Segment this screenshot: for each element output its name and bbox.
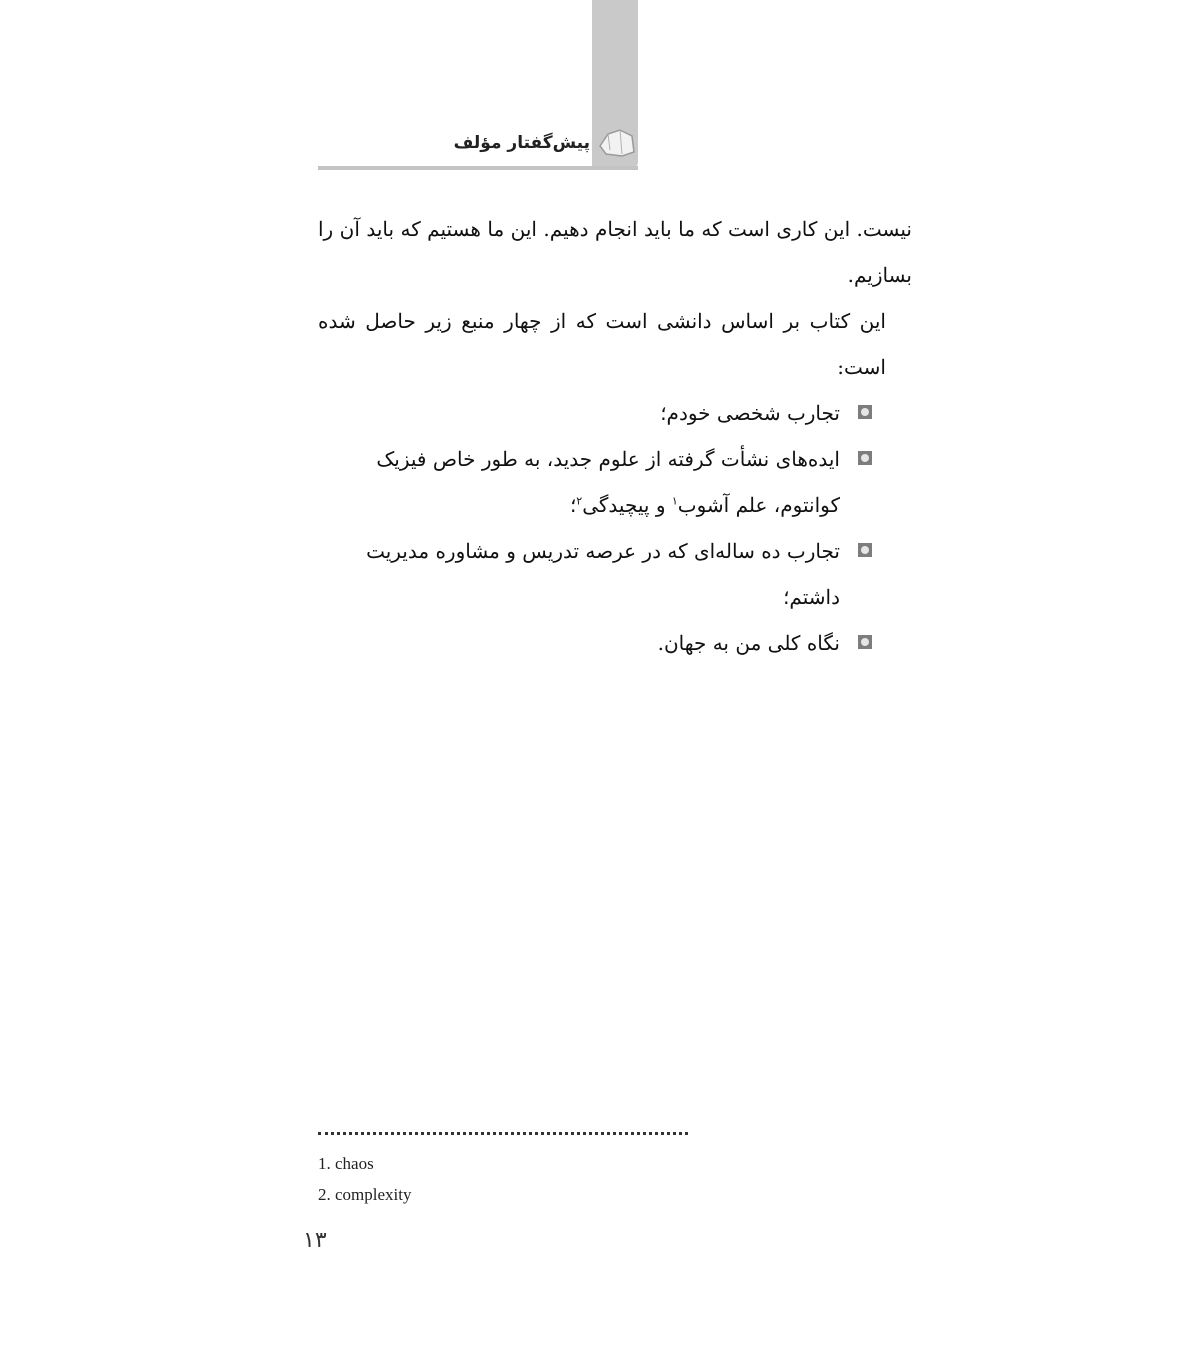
square-bullet-icon — [858, 635, 872, 649]
running-header-title: پیش‌گفتار مؤلف — [453, 133, 590, 153]
footnote: 1. chaos — [318, 1154, 374, 1173]
footnote-ref: ۱ — [671, 494, 678, 508]
main-text — [318, 206, 912, 666]
open-book-icon — [596, 124, 638, 162]
paragraph: این کتاب بر اساس دانشی است که از چهار منبع زیر حاصل شده است: — [318, 309, 886, 379]
list-item-text: نگاه کلی من به جهان. — [657, 631, 840, 655]
paragraph: نیست. این کاری است که ما باید انجام دهیم. این ما هستیم که باید آن را بسازیم. — [318, 217, 912, 287]
list-item-text: تجارب شخصی خودم؛ — [660, 401, 840, 425]
square-bullet-icon — [858, 405, 872, 419]
source-list — [318, 390, 912, 666]
header-rule — [318, 166, 638, 170]
footnote-ref: ۲ — [576, 494, 583, 508]
footnote-separator — [318, 1132, 688, 1135]
list-item-text: تجارب ده ساله‌ای که در عرصه تدریس و مشاوره مدیریت داشتم؛ — [366, 539, 840, 609]
list-item — [318, 620, 912, 666]
footnotes — [318, 1148, 411, 1210]
square-bullet-icon — [858, 543, 872, 557]
page-number: ۱۳ — [303, 1228, 327, 1253]
list-item — [318, 528, 912, 620]
list-item-text: ایده‌های نشأت گرفته از علوم جدید، به طور خاص فیزیک کوانتوم، علم آشوب — [376, 447, 840, 517]
footnote: 2. complexity — [318, 1185, 412, 1204]
list-item-text: و پیچیدگی — [582, 493, 672, 517]
list-item-text: ؛ — [569, 493, 577, 517]
list-item — [318, 436, 912, 528]
square-bullet-icon — [858, 451, 872, 465]
list-item — [318, 390, 912, 436]
